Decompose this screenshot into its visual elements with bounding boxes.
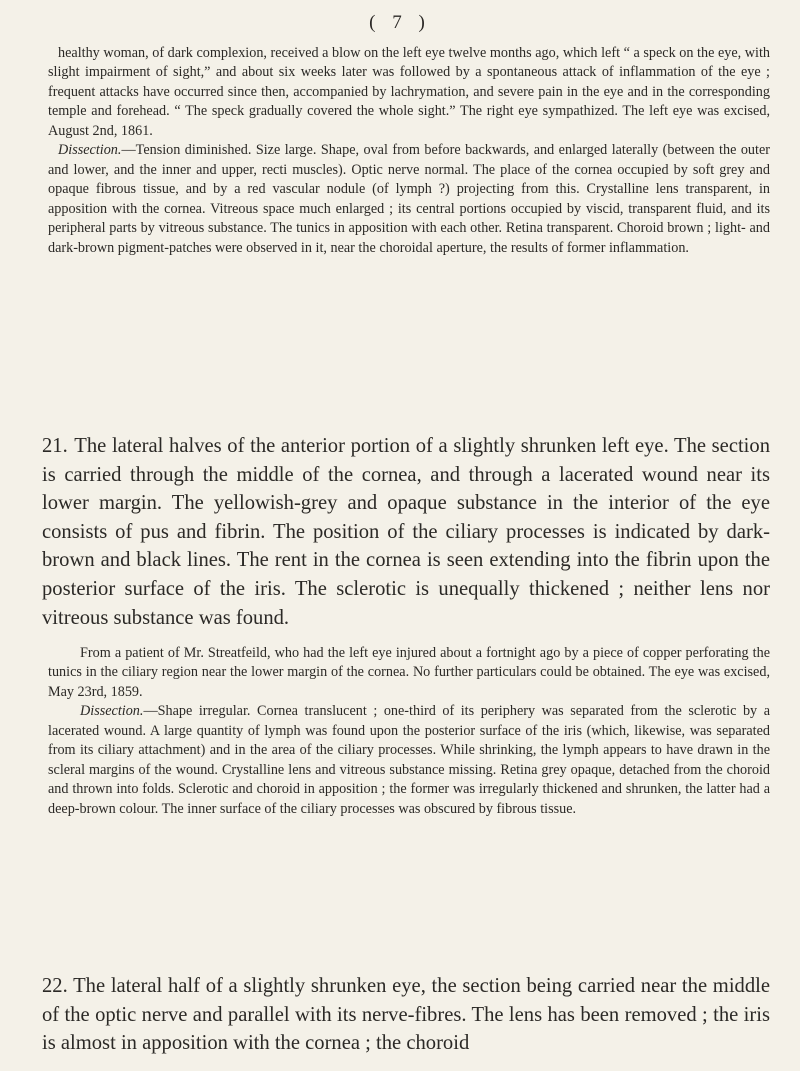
case-number: 22.: [42, 975, 68, 997]
case-21-notes: [48, 644, 770, 819]
dissection-text: —Shape irregular. Cornea translucent ; one-third of its periphery was separated from the sclerotic by a lacerated wound. A large quantity of lymph was found upon the posterior surface of the iris (which, likewise, was separated from its ciliary attachment) and in the area of the ciliary processes. While shrinking, the lymph appears to have drawn in the scleral margins of the wound. Crystalline lens and vitreous substance missing. Retina grey opaque, detached from the choroid and thrown into folds. Sclerotic and choroid in apposition ; the former was irregularly thickened and shrunken, the latter had a deep-brown colour. The inner surface of the ciliary processes was obscured by fibrous tissue.: [48, 703, 770, 817]
case-description: The lateral halves of the anterior portion of a slightly shrunken left eye. The section is carried through the middle of the cornea, and through a lacerated wound near its lower margin. The yellowish-grey and opaque substance in the interior of the eye consists of pus and fibrin. The position of the ciliary processes is indicated by dark-brown and black lines. The rent in the cornea is seen extending into the fibrin upon the posterior surface of the iris. The sclerotic is unequally thickened ; neither lens nor vitreous substance was found.: [42, 435, 770, 629]
case-21-history: From a patient of Mr. Streatfeild, who had the left eye injured about a fortnight ago by a piece of copper perforating the tunics in the ciliary region near the lower margin of the cornea. No further particulars could be obtained. The eye was excised, May 23rd, 1859.: [48, 645, 770, 700]
dissection-label: Dissection.: [58, 142, 122, 159]
case-22-description: [42, 972, 770, 1058]
case-21-paragraph: [42, 432, 770, 632]
page-number: ( 7 ): [369, 12, 431, 33]
case-number: 21.: [42, 435, 68, 457]
case-description: The lateral half of a slightly shrunken eye, the section being carried near the middle of the optic nerve and parallel with its nerve-fibres. The lens has been removed ; the iris is almost in apposition with the cornea ; the choroid: [42, 975, 770, 1055]
dissection-text: —Tension diminished. Size large. Shape, oval from before backwards, and enlarged laterally (between the outer and lower, and the inner and upper, recti muscles). Optic nerve normal. The place of the cornea occupied by soft grey and opaque fibrous tissue, and by a red vascular nodule (of lymph ?) projecting from this. Crystalline lens transparent, in apposition with the cornea. Vitreous space much enlarged ; its central portions occupied by viscid, transparent fluid, and its peripheral parts by vitreous substance. The tunics in apposition with each other. Retina transparent. Choroid brown ; light- and dark-brown pigment-patches were observed in it, near the choroidal aperture, the results of former inflammation.: [48, 142, 770, 256]
case-21-description: [42, 432, 770, 632]
case-21-dissection: [48, 702, 770, 819]
case-20-continuation: [48, 44, 770, 258]
case-20-dissection: [48, 141, 770, 258]
dissection-label: Dissection.: [80, 703, 144, 720]
case-20-history: healthy woman, of dark complexion, received a blow on the left eye twelve months ago, which left “ a speck on the eye, with slight impairment of sight,” and about six weeks later was followed by a spontaneous attack of inflammation of the eye ; frequent attacks have occurred since then, accompanied by lachrymation, and severe pain in the eye and in the corresponding temple and forehead. “ The speck gradually covered the whole sight.” The right eye sympathized. The left eye was excised, August 2nd, 1861.: [48, 45, 770, 139]
case-22-paragraph: [42, 972, 770, 1058]
